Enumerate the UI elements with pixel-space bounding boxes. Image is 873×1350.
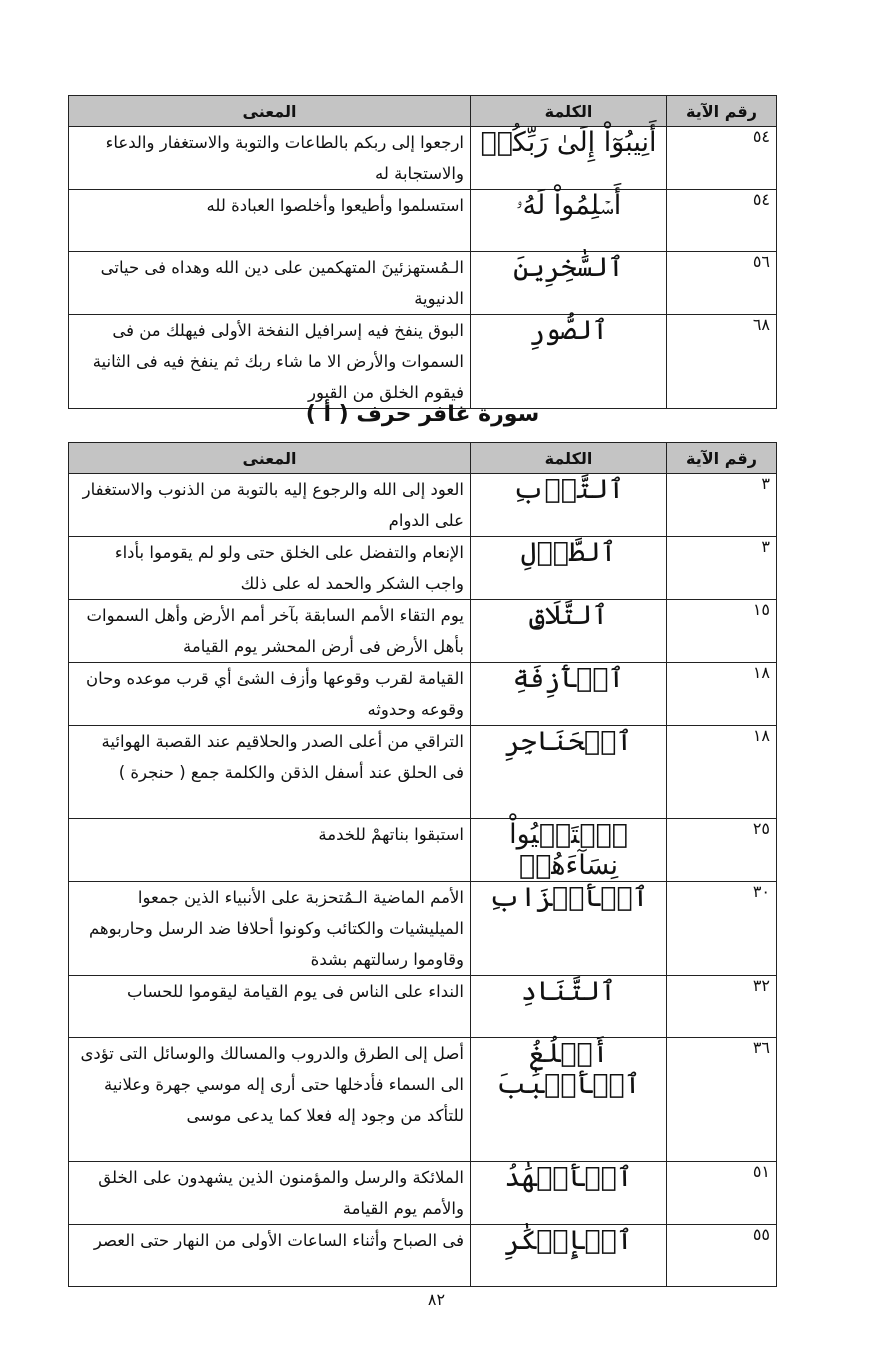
quran-word: ٱلۡأَحۡزَابِ bbox=[471, 882, 667, 976]
word-meaning: الأمم الماضية الـمُتحزبة على الأنبياء الذين جمعوا الميليشيات والكتائب وكونوا أحلافا ضد الرسل وحاربوهم وقاوموا رسالتهم بشدة bbox=[69, 882, 471, 976]
header-verse-number: رقم الآية bbox=[667, 96, 777, 127]
word-meaning: الـمُستهزئينَ المتهكمين على دين الله وهداه فى حياتى الدنيوية bbox=[69, 252, 471, 315]
header-word: الكلمة bbox=[471, 443, 667, 474]
verse-number: ٣ bbox=[667, 537, 777, 600]
header-word: الكلمة bbox=[471, 96, 667, 127]
verse-number: ٣٦ bbox=[667, 1038, 777, 1162]
quran-word: ٱلۡحَنَاجِرِ bbox=[471, 726, 667, 819]
verse-number: ٥٥ bbox=[667, 1225, 777, 1287]
table-row bbox=[69, 537, 777, 600]
word-meaning: النداء على الناس فى يوم القيامة ليقوموا للحساب bbox=[69, 976, 471, 1038]
table-row bbox=[69, 190, 777, 252]
table-row bbox=[69, 1162, 777, 1225]
quran-word: ٱلتَّنَادِ bbox=[471, 976, 667, 1038]
quran-word: ٱلصُّورِ bbox=[471, 315, 667, 409]
quran-word: ٱلۡإِبۡكَٰرِ bbox=[471, 1225, 667, 1287]
table-row bbox=[69, 315, 777, 409]
quran-word: ٱلتَّوۡبِ bbox=[471, 474, 667, 537]
word-meaning: الملائكة والرسل والمؤمنون الذين يشهدون على الخلق والأمم يوم القيامة bbox=[69, 1162, 471, 1225]
word-meaning: الإنعام والتفضل على الخلق حتى ولو لم يقوموا بأداء واجب الشكر والحمد له على ذلك bbox=[69, 537, 471, 600]
table-row bbox=[69, 600, 777, 663]
word-meaning: استسلموا وأطيعوا وأخلصوا العبادة لله bbox=[69, 190, 471, 252]
quran-word: ٱلتَّلَاقِ bbox=[471, 600, 667, 663]
table-row bbox=[69, 726, 777, 819]
page-number: ٨٢ bbox=[427, 1290, 446, 1309]
verse-number: ٦٨ bbox=[667, 315, 777, 409]
verse-number: ١٨ bbox=[667, 726, 777, 819]
quran-word: ٱلسَّٰخِرِينَ bbox=[471, 252, 667, 315]
quran-word: ٱلۡأٓزِفَةِ bbox=[471, 663, 667, 726]
word-meaning: التراقي من أعلى الصدر والحلاقيم عند القصبة الهوائية فى الحلق عند أسفل الذقن والكلمة جمع ( حنجرة ) bbox=[69, 726, 471, 819]
word-meaning: أصل إلى الطرق والدروب والمسالك والوسائل التى تؤدى الى السماء فأدخلها حتى أرى إله موسي جهرة وعلانية للتأكد من وجود إله فعلا كما يدعى موسى bbox=[69, 1038, 471, 1162]
surah-section-title: سورة غافر حرف ( أ ) bbox=[305, 402, 540, 427]
table-row bbox=[69, 976, 777, 1038]
table-row bbox=[69, 819, 777, 882]
verse-number: ٥٦ bbox=[667, 252, 777, 315]
header-meaning: المعنى bbox=[69, 443, 471, 474]
quran-word: أَبۡلُغُ ٱلۡأَسۡبَٰبَ bbox=[471, 1038, 667, 1162]
quran-word: ٱسۡتَحۡيُواْ نِسَآءَهُمۡ bbox=[471, 819, 667, 882]
verse-number: ٣ bbox=[667, 474, 777, 537]
quran-word: أَنِيبُوٓاْ إِلَىٰ رَبِّكُمۡ bbox=[471, 127, 667, 190]
quran-word: ٱلطَّوۡلِ bbox=[471, 537, 667, 600]
word-meaning: ارجعوا إلى ربكم بالطاعات والتوبة والاستغفار والدعاء والاستجابة له bbox=[69, 127, 471, 190]
word-meaning: استبقوا بناتهمْ للخدمة bbox=[69, 819, 471, 882]
table-row bbox=[69, 1038, 777, 1162]
header-meaning: المعنى bbox=[69, 96, 471, 127]
word-meaning: العود إلى الله والرجوع إليه بالتوبة من الذنوب والاستغفار على الدوام bbox=[69, 474, 471, 537]
verse-number: ٥١ bbox=[667, 1162, 777, 1225]
table-row bbox=[69, 1225, 777, 1287]
table-row bbox=[69, 127, 777, 190]
word-meaning: القيامة لقرب وقوعها وأزف الشئ أي قرب موعده وحان وقوعه وحدوثه bbox=[69, 663, 471, 726]
quran-word: أَسۡلِمُواْ لَهُۥ bbox=[471, 190, 667, 252]
quran-word: ٱلۡأَشۡهَٰدُ bbox=[471, 1162, 667, 1225]
glossary-table-1 bbox=[68, 95, 777, 409]
glossary-table-2 bbox=[68, 442, 777, 1287]
verse-number: ٣٠ bbox=[667, 882, 777, 976]
word-meaning: فى الصباح وأثناء الساعات الأولى من النهار حتى العصر bbox=[69, 1225, 471, 1287]
verse-number: ٥٤ bbox=[667, 127, 777, 190]
table-row bbox=[69, 663, 777, 726]
verse-number: ٣٢ bbox=[667, 976, 777, 1038]
table-row bbox=[69, 252, 777, 315]
table-row bbox=[69, 882, 777, 976]
verse-number: ٥٤ bbox=[667, 190, 777, 252]
table-header-row bbox=[69, 443, 777, 474]
verse-number: ٢٥ bbox=[667, 819, 777, 882]
verse-number: ١٨ bbox=[667, 663, 777, 726]
verse-number: ١٥ bbox=[667, 600, 777, 663]
table-header-row bbox=[69, 96, 777, 127]
header-verse-number: رقم الآية bbox=[667, 443, 777, 474]
word-meaning: يوم التقاء الأمم السابقة بآخر أمم الأرض وأهل السموات بأهل الأرض فى أرض المحشر يوم القيامة bbox=[69, 600, 471, 663]
table-row bbox=[69, 474, 777, 537]
word-meaning: البوق ينفخ فيه إسرافيل النفخة الأولى فيهلك من فى السموات والأرض الا ما شاء ربك ثم ينفخ فيه فى الثانية فيقوم الخلق من القبور bbox=[69, 315, 471, 409]
